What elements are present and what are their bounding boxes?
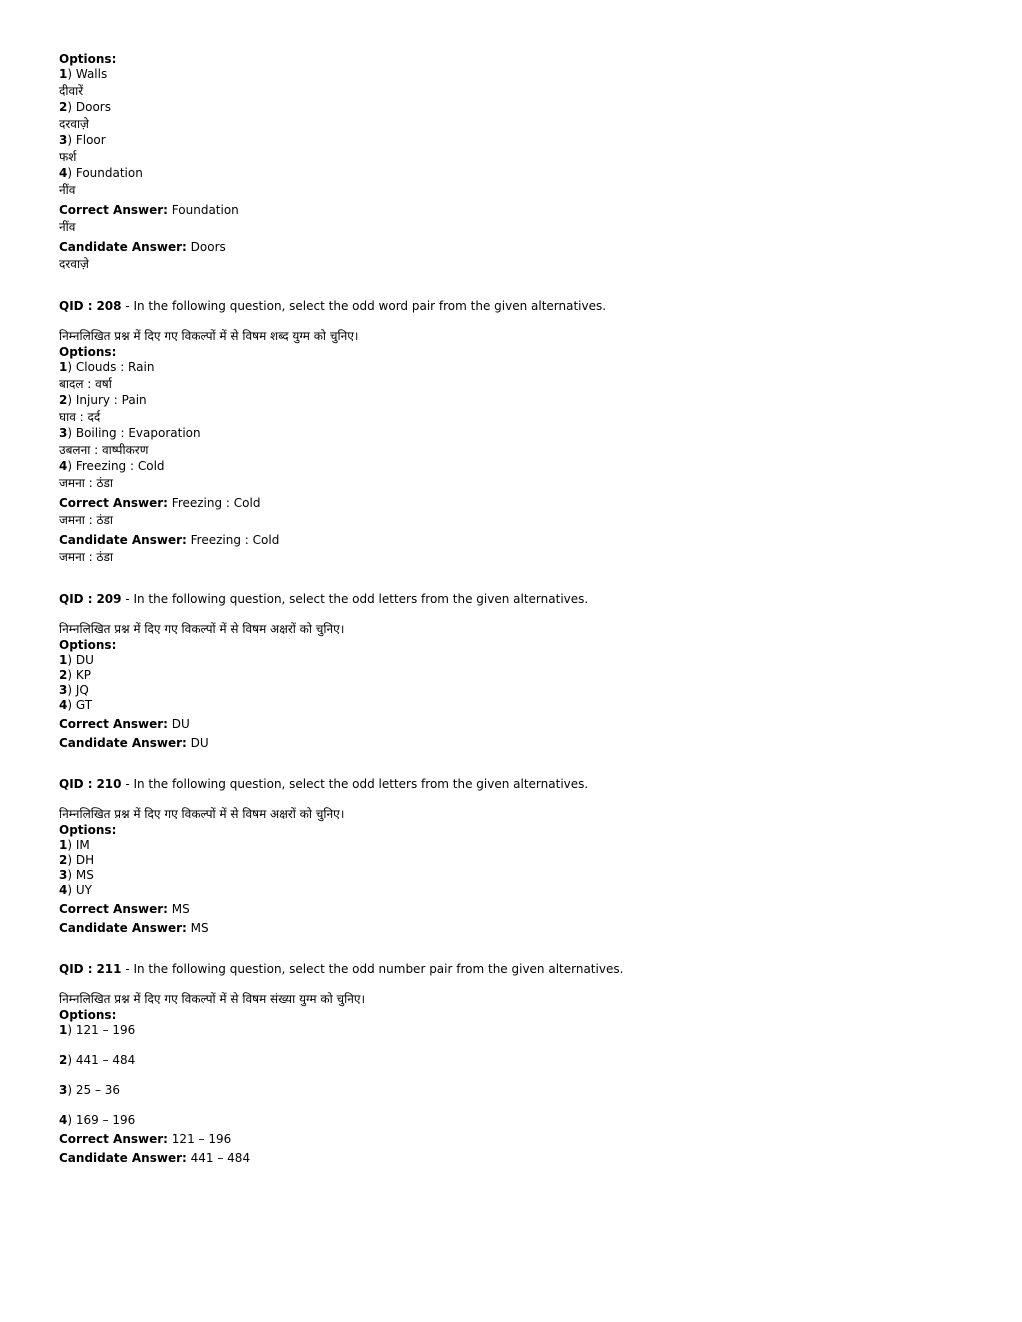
question-hindi: निम्नलिखित प्रश्न में दिए गए विकल्पों में से विषम संख्या युग्म को चुनिए। xyxy=(59,992,366,1006)
candidate-answer: Candidate Answer: DU xyxy=(59,736,209,750)
option-2: 2) DH xyxy=(59,853,95,867)
question-211 xyxy=(59,962,959,1166)
option-4-hindi: नींव xyxy=(59,183,76,197)
candidate-answer: Candidate Answer: 441 – 484 xyxy=(59,1151,251,1165)
correct-answer: Correct Answer: 121 – 196 xyxy=(59,1132,232,1146)
candidate-answer-hindi: दरवाज़े xyxy=(59,257,89,271)
option-4: 4) Freezing : Cold xyxy=(59,459,165,473)
option-2: 2) Doors xyxy=(59,100,111,114)
option-4: 4) 169 – 196 xyxy=(59,1113,136,1127)
candidate-answer: Candidate Answer: MS xyxy=(59,921,209,935)
option-3: 3) MS xyxy=(59,868,94,882)
correct-answer: Correct Answer: Freezing : Cold xyxy=(59,496,261,510)
correct-answer-hindi: नींव xyxy=(59,220,76,234)
candidate-answer: Candidate Answer: Doors xyxy=(59,240,226,254)
correct-answer-hindi: जमना : ठंडा xyxy=(59,513,114,527)
candidate-answer: Candidate Answer: Freezing : Cold xyxy=(59,533,280,547)
options-label: Options: xyxy=(59,638,117,652)
question-heading: QID : 208 - In the following question, select the odd word pair from the given alternatives. xyxy=(59,299,607,313)
option-2-hindi: घाव : दर्द xyxy=(59,410,101,424)
correct-answer: Correct Answer: MS xyxy=(59,902,190,916)
question-heading: QID : 210 - In the following question, select the odd letters from the given alternatives. xyxy=(59,777,589,791)
options-label: Options: xyxy=(59,823,117,837)
question-heading: QID : 211 - In the following question, select the odd number pair from the given alternatives. xyxy=(59,962,624,976)
question-hindi: निम्नलिखित प्रश्न में दिए गए विकल्पों में से विषम अक्षरों को चुनिए। xyxy=(59,622,345,636)
option-1: 1) Walls xyxy=(59,67,108,81)
option-3: 3) 25 – 36 xyxy=(59,1083,121,1097)
option-3: 3) JQ xyxy=(59,683,89,697)
question-209 xyxy=(59,592,959,751)
question-hindi: निम्नलिखित प्रश्न में दिए गए विकल्पों में से विषम शब्द युग्म को चुनिए। xyxy=(59,329,359,343)
option-1-hindi: बादल : वर्षा xyxy=(59,377,112,391)
correct-answer: Correct Answer: DU xyxy=(59,717,190,731)
option-3: 3) Boiling : Evaporation xyxy=(59,426,201,440)
option-4-hindi: जमना : ठंडा xyxy=(59,476,114,490)
question-hindi: निम्नलिखित प्रश्न में दिए गए विकल्पों में से विषम अक्षरों को चुनिए। xyxy=(59,807,345,821)
options-label: Options: xyxy=(59,1008,117,1022)
option-1-hindi: दीवारें xyxy=(59,84,84,98)
option-1: 1) Clouds : Rain xyxy=(59,360,155,374)
correct-answer: Correct Answer: Foundation xyxy=(59,203,239,217)
option-3-hindi: फर्श xyxy=(59,150,77,164)
option-4: 4) Foundation xyxy=(59,166,143,180)
option-2: 2) 441 – 484 xyxy=(59,1053,136,1067)
question-heading: QID : 209 - In the following question, select the odd letters from the given alternatives. xyxy=(59,592,589,606)
option-4: 4) UY xyxy=(59,883,92,897)
option-3: 3) Floor xyxy=(59,133,106,147)
option-3-hindi: उबलना : वाष्पीकरण xyxy=(59,443,149,457)
question-208 xyxy=(59,299,959,566)
option-1: 1) DU xyxy=(59,653,94,667)
option-2-hindi: दरवाज़े xyxy=(59,117,89,131)
options-label: Options: xyxy=(59,52,117,66)
option-4: 4) GT xyxy=(59,698,93,712)
option-2: 2) Injury : Pain xyxy=(59,393,147,407)
option-1: 1) IM xyxy=(59,838,90,852)
question-210 xyxy=(59,777,959,936)
candidate-answer-hindi: जमना : ठंडा xyxy=(59,550,114,564)
document-page xyxy=(59,52,959,1166)
option-1: 1) 121 – 196 xyxy=(59,1023,136,1037)
options-label: Options: xyxy=(59,345,117,359)
question-207-tail xyxy=(59,52,959,273)
option-2: 2) KP xyxy=(59,668,91,682)
